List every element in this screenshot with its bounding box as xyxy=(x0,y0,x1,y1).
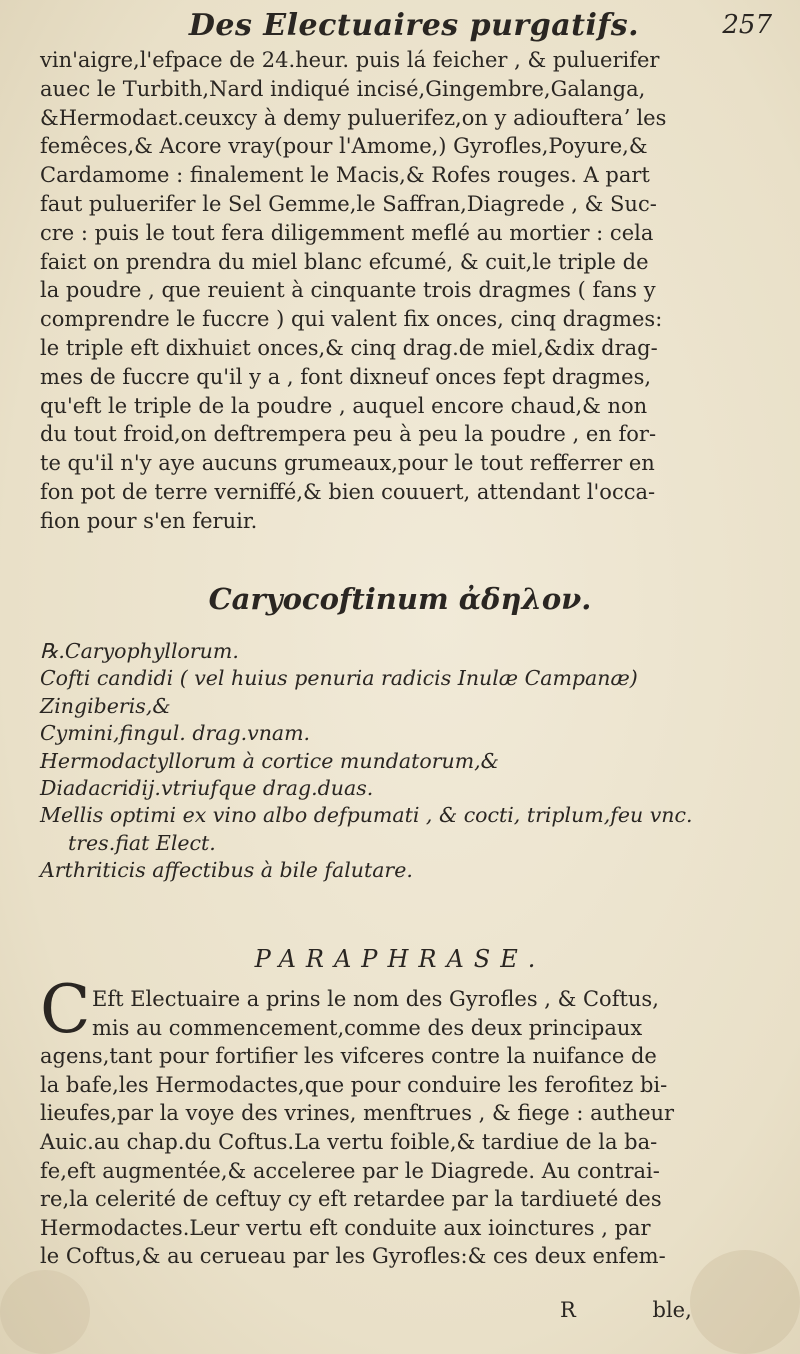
text-line: fon pot de terre verniffé,& bien couuert, attendant l'occa- xyxy=(40,479,656,504)
recipe-line: Mellis optimi ex vino albo defpumati , & cocti, triplum,feu vnc. xyxy=(40,803,693,828)
text-line: Hermodactes.Leur vertu eft conduite aux ioinctures , par xyxy=(40,1215,651,1240)
section-title: Caryocoftinum ἀδηλον. xyxy=(208,582,592,616)
text-line: le Coftus,& au cerueau par les Gyrofles:& ces deux enfem- xyxy=(40,1244,666,1269)
recipe-line: Cofti candidi ( vel huius penuria radicis Inulæ Campanæ) xyxy=(40,666,638,691)
recipe-line: Diadacridij.vtriufque drag.duas. xyxy=(40,775,374,800)
text-line: mes de fuccre qu'il y a , font dixneuf onces fept dragmes, xyxy=(40,364,652,389)
text-line: femêces,& Acore vray(pour l'Amome,) Gyrofles,Poyure,& xyxy=(40,134,648,159)
paper-stain xyxy=(0,1270,90,1354)
text-line: cre : puis le tout fera diligemment meflé au mortier : cela xyxy=(40,220,654,245)
paraphrase-text xyxy=(40,985,800,1271)
text-line: te qu'il n'y aye aucuns grumeaux,pour le tout refferrer en xyxy=(40,451,655,476)
text-line: qu'eft le triple de la poudre , auquel encore chaud,& non xyxy=(40,393,648,418)
page-footer xyxy=(560,1298,760,1322)
recipe-line: Arthriticis affectibus à bile falutare. xyxy=(40,858,413,883)
text-line: comprendre le fuccre ) qui valent fix onces, cinq dragmes: xyxy=(40,307,663,332)
running-title: Des Electuaires purgatifs. xyxy=(188,8,640,43)
text-line: du tout froid,on deftrempera peu à peu la poudre , en for- xyxy=(40,422,657,447)
text-line: fe,eft augmentée,& acceleree par le Diagrede. Au contrai- xyxy=(40,1158,660,1183)
text-line: faut puluerifer le Sel Gemme,le Saffran,Diagrede , & Suc- xyxy=(40,191,657,216)
text-line: le triple eft dixhuiɛt onces,& cinq drag.de miel,&dix drag- xyxy=(40,335,658,360)
recipe xyxy=(40,638,800,885)
recipe-line: Hermodactyllorum à cortice mundatorum,& xyxy=(40,748,499,773)
text-line: re,la celerité de ceftuy cy eft retardee par la tardiueté des xyxy=(40,1187,662,1212)
text-line: Eft Electuaire a prins le nom des Gyrofles , & Coftus, xyxy=(92,987,659,1011)
text-line: fion pour s'en feruir. xyxy=(40,508,258,533)
catchword: ble, xyxy=(652,1298,692,1322)
text-line: lieufes,par la voye des vrines, menftrues , & fiege : autheur xyxy=(40,1101,675,1126)
recipe-line: Cymini,fingul. drag.vnam. xyxy=(40,721,311,746)
drop-cap: C xyxy=(40,971,91,1048)
text-line: Auic.au chap.du Coftus.La vertu foible,& tardiue de la ba- xyxy=(40,1129,658,1154)
text-line: auec le Turbith,Nard indiqué incisé,Gingembre,Galanga, xyxy=(40,76,646,101)
text-line: agens,tant pour fortifier les vifceres contre la nuifance de xyxy=(40,1044,657,1069)
text-line: Cardamome : finalement le Macis,& Rofes rouges. A part xyxy=(40,163,650,188)
recipe-line: Zingiberis,& xyxy=(40,693,171,718)
body-text xyxy=(40,46,800,536)
recipe-line: ℞.Caryophyllorum. xyxy=(40,639,239,663)
text-line: mis au commencement,comme des deux principaux xyxy=(92,1015,643,1040)
text-line: vin'aigre,l'efpace de 24.heur. puis lá feicher , & puluerifer xyxy=(40,48,660,72)
page-number: 257 xyxy=(722,10,772,40)
paraphrase-title: PARAPHRASE. xyxy=(254,945,546,973)
recipe-line: tres.fiat Elect. xyxy=(68,830,216,855)
text-line: la bafe,les Hermodactes,que pour conduire les ferofitez bi- xyxy=(40,1072,668,1097)
text-line: &Hermodaɛt.ceuxcy à demy puluerifez,on y adioufteraʼ les xyxy=(40,105,667,130)
text-line: la poudre , que reuient à cinquante trois dragmes ( fans y xyxy=(40,278,656,303)
text-line: faiɛt on prendra du miel blanc efcumé, & cuit,le triple de xyxy=(40,249,649,274)
signature-mark: R xyxy=(560,1298,576,1322)
